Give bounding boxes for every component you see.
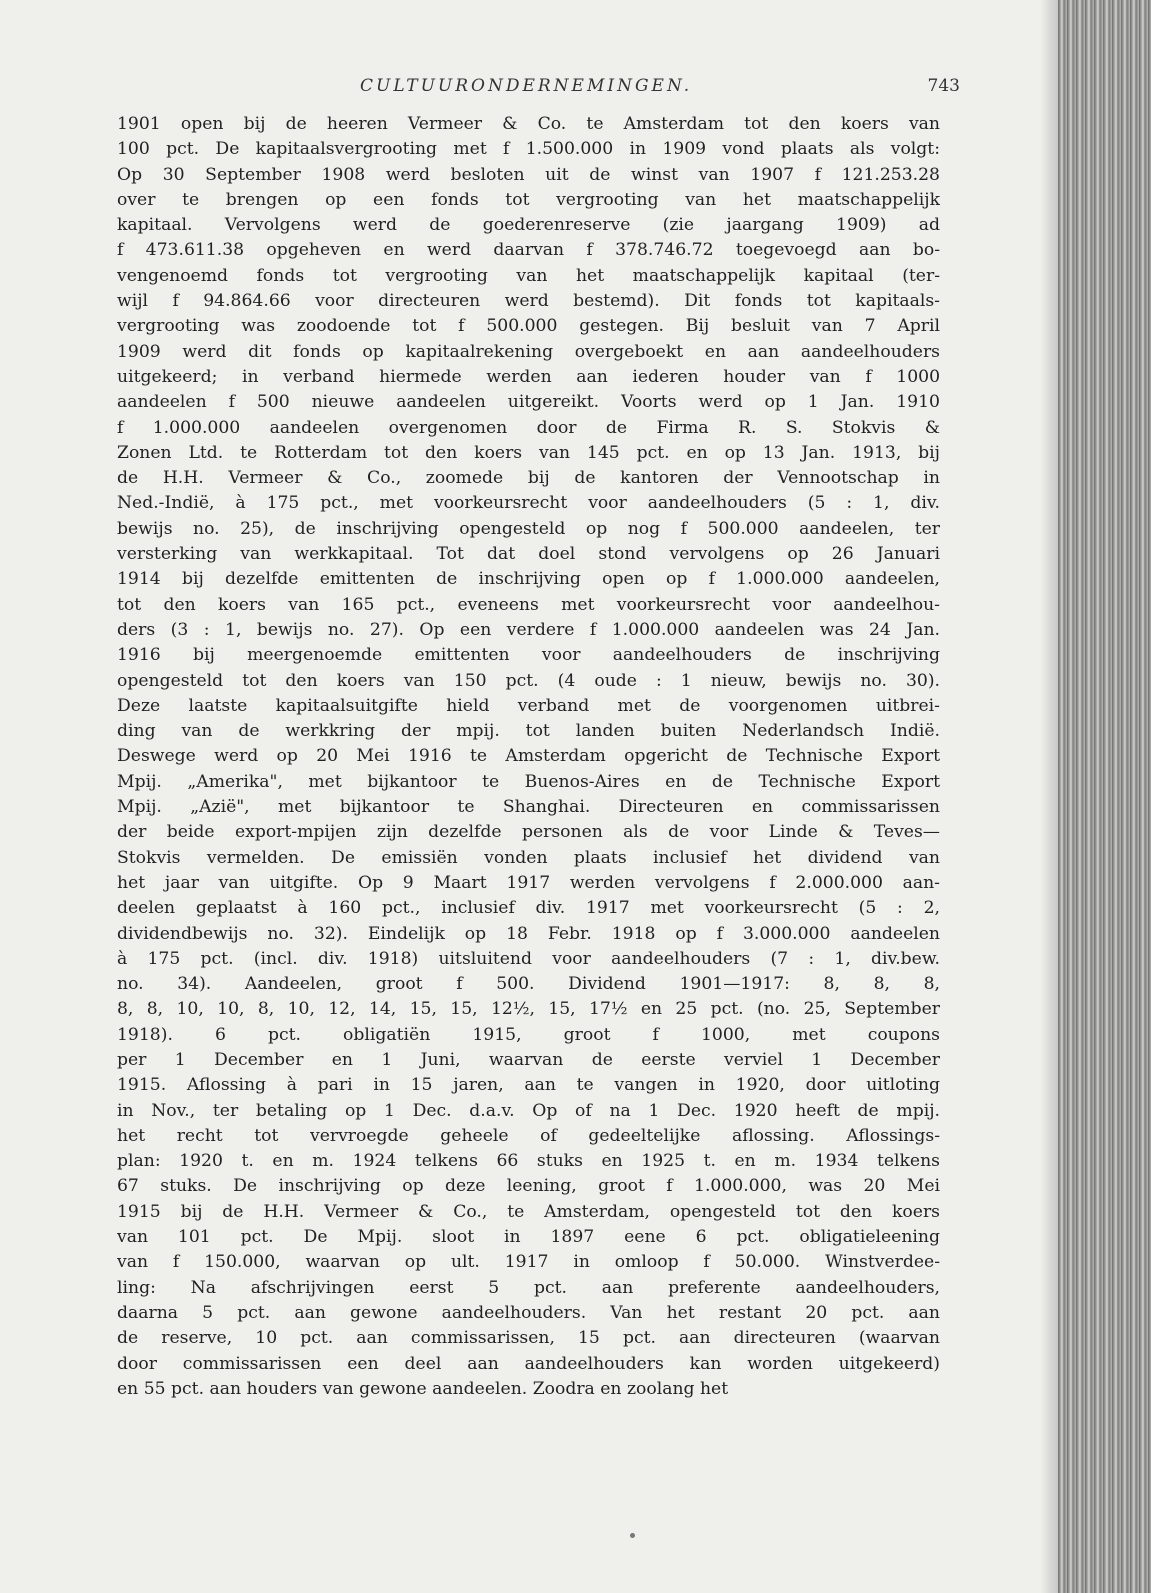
text-line: Mpij. „Azië", met bijkantoor te Shanghai. Directeuren en commissarissen <box>117 797 940 818</box>
text-line: 1901 open bij de heeren Vermeer & Co. te Amsterdam tot den koers van <box>117 114 940 134</box>
text-line: deelen geplaatst à 160 pct., inclusief div. 1917 met voorkeursrecht (5 : 2, <box>117 898 940 919</box>
page-number: 743 <box>927 76 960 96</box>
text-line: 1909 werd dit fonds op kapitaalrekening overgeboekt en aan aandeelhouders <box>117 341 940 362</box>
text-line: no. 34). Aandeelen, groot f 500. Dividend 1901—1917: 8, 8, 8, <box>117 974 940 995</box>
text-line: f 473.611.38 opgeheven en werd daarvan f 378.746.72 toegevoegd aan bo- <box>117 240 940 261</box>
text-line: wijl f 94.864.66 voor directeuren werd bestemd). Dit fonds tot kapitaals- <box>117 291 940 312</box>
running-head-title: CULTUURONDERNEMINGEN. <box>360 76 693 96</box>
text-line: Zonen Ltd. te Rotterdam tot den koers van 145 pct. en op 13 Jan. 1913, bij <box>117 442 940 463</box>
text-line: Ned.-Indië, à 175 pct., met voorkeursrecht voor aandeelhouders (5 : 1, div. <box>117 493 940 514</box>
text-line: dividendbewijs no. 32). Eindelijk op 18 Febr. 1918 op f 3.000.000 aandeelen <box>117 923 940 944</box>
text-line: in Nov., ter betaling op 1 Dec. d.a.v. Op of na 1 Dec. 1920 heeft de mpij. <box>117 1100 940 1121</box>
text-line: Op 30 September 1908 werd besloten uit de winst van 1907 f 121.253.28 <box>117 164 940 185</box>
text-line: daarna 5 pct. aan gewone aandeelhouders. Van het restant 20 pct. aan <box>117 1302 940 1323</box>
text-line: het jaar van uitgifte. Op 9 Maart 1917 werden vervolgens f 2.000.000 aan- <box>117 872 940 893</box>
text-line: tot den koers van 165 pct., eveneens met voorkeursrecht voor aandeelhou- <box>117 594 940 615</box>
text-line: vergrooting was zoodoende tot f 500.000 gestegen. Bij besluit van 7 April <box>117 316 940 337</box>
text-line: uitgekeerd; in verband hiermede werden aan iederen houder van f 1000 <box>117 366 940 387</box>
text-line: 1914 bij dezelfde emittenten de inschrijving open op f 1.000.000 aandeelen, <box>117 569 940 590</box>
text-line: 8, 8, 10, 10, 8, 10, 12, 14, 15, 15, 12½, 15, 17½ en 25 pct. (no. 25, September <box>117 999 940 1020</box>
text-line: Deswege werd op 20 Mei 1916 te Amsterdam opgericht de Technische Export <box>117 746 940 767</box>
text-line: Deze laatste kapitaalsuitgifte hield verband met de voorgenomen uitbrei- <box>117 695 940 716</box>
text-line: f 1.000.000 aandeelen overgenomen door de Firma R. S. Stokvis & <box>117 417 940 438</box>
text-line: 1916 bij meergenoemde emittenten voor aandeelhouders de inschrijving <box>117 645 940 666</box>
text-line: en 55 pct. aan houders van gewone aandeelen. Zoodra en zoolang het <box>117 1378 729 1399</box>
text-line: 1915 bij de H.H. Vermeer & Co., te Amsterdam, opengesteld tot den koers <box>117 1201 940 1222</box>
text-line: der beide export-mpijen zijn dezelfde personen als de voor Linde & Teves— <box>117 822 940 843</box>
text-line: het recht tot vervroegde geheele of gedeeltelijke aflossing. Aflossings- <box>117 1125 940 1146</box>
text-line: ding van de werkkring der mpij. tot landen buiten Nederlandsch Indië. <box>117 721 940 742</box>
text-line: ders (3 : 1, bewijs no. 27). Op een verdere f 1.000.000 aandeelen was 24 Jan. <box>117 619 940 640</box>
text-line: 100 pct. De kapitaalsvergrooting met f 1.500.000 in 1909 vond plaats als volgt: <box>117 139 940 160</box>
page-stack-edge <box>1058 0 1151 1593</box>
text-line: over te brengen op een fonds tot vergrooting van het maatschappelijk <box>117 189 940 210</box>
body-text <box>117 112 940 1402</box>
text-line: van 101 pct. De Mpij. sloot in 1897 eene 6 pct. obligatieleening <box>117 1227 940 1248</box>
text-line: versterking van werkkapitaal. Tot dat doel stond vervolgens op 26 Januari <box>117 544 940 565</box>
text-line: door commissarissen een deel aan aandeelhouders kan worden uitgekeerd) <box>117 1353 940 1374</box>
ink-speck <box>630 1533 635 1538</box>
text-line: à 175 pct. (incl. div. 1918) uitsluitend voor aandeelhouders (7 : 1, div.bew. <box>117 948 940 969</box>
text-line: de reserve, 10 pct. aan commissarissen, 15 pct. aan directeuren (waarvan <box>117 1328 940 1349</box>
text-line: plan: 1920 t. en m. 1924 telkens 66 stuks en 1925 t. en m. 1934 telkens <box>117 1151 940 1172</box>
text-line: Stokvis vermelden. De emissiën vonden plaats inclusief het dividend van <box>117 847 940 868</box>
text-line: bewijs no. 25), de inschrijving opengesteld op nog f 500.000 aandeelen, ter <box>117 518 940 539</box>
text-line: 67 stuks. De inschrijving op deze leening, groot f 1.000.000, was 20 Mei <box>117 1176 940 1197</box>
text-line: aandeelen f 500 nieuwe aandeelen uitgereikt. Voorts werd op 1 Jan. 1910 <box>117 392 940 413</box>
text-line: vengenoemd fonds tot vergrooting van het maatschappelijk kapitaal (ter- <box>117 265 940 286</box>
text-line: per 1 December en 1 Juni, waarvan de eerste verviel 1 December <box>117 1049 940 1070</box>
text-line: de H.H. Vermeer & Co., zoomede bij de kantoren der Vennootschap in <box>117 468 940 489</box>
text-line: 1918). 6 pct. obligatiën 1915, groot f 1000, met coupons <box>117 1024 940 1045</box>
running-head <box>100 76 960 104</box>
binding-shadow <box>1040 0 1060 1593</box>
text-line: opengesteld tot den koers van 150 pct. (4 oude : 1 nieuw, bewijs no. 30). <box>117 670 940 691</box>
text-line: van f 150.000, waarvan op ult. 1917 in omloop f 50.000. Winstverdee- <box>117 1252 940 1273</box>
text-line: ling: Na afschrijvingen eerst 5 pct. aan preferente aandeelhouders, <box>117 1277 940 1298</box>
text-line: 1915. Aflossing à pari in 15 jaren, aan te vangen in 1920, door uitloting <box>117 1075 940 1096</box>
text-line: kapitaal. Vervolgens werd de goederenreserve (zie jaargang 1909) ad <box>117 215 940 236</box>
text-line: Mpij. „Amerika", met bijkantoor te Buenos-Aires en de Technische Export <box>117 771 940 792</box>
